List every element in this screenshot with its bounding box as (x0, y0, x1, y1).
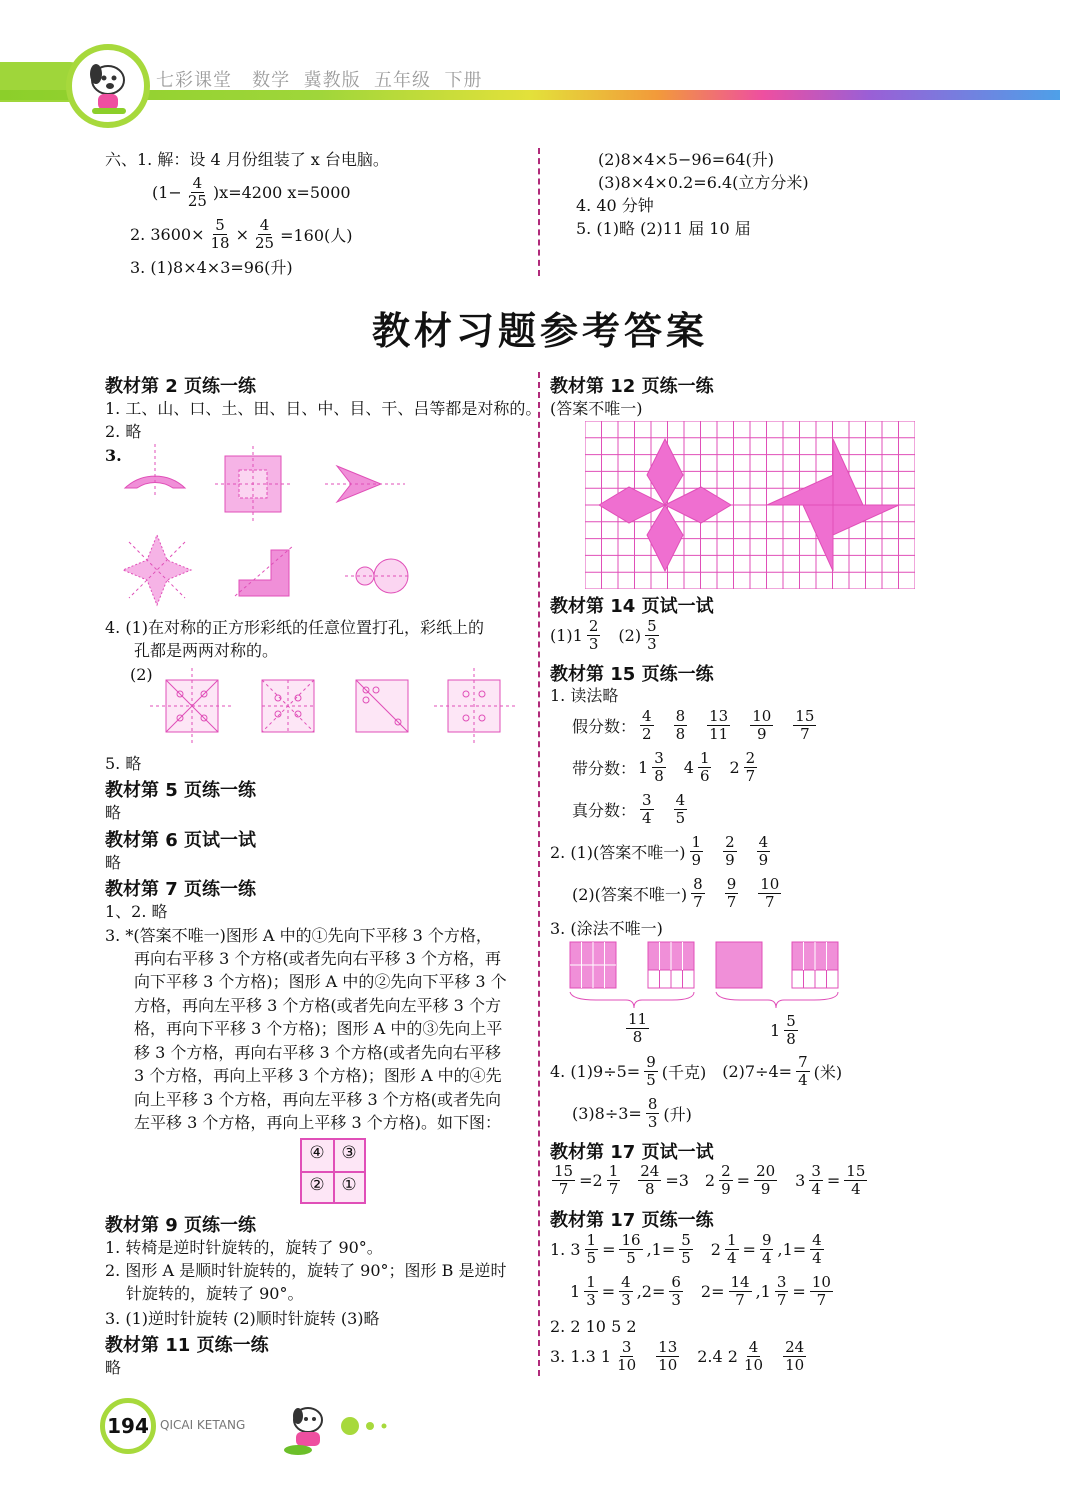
text: 3. (涂法不唯一) (550, 919, 663, 938)
answer-right-3: 4. 40 分钟 (576, 196, 654, 215)
text: 略 (105, 1358, 122, 1377)
answer-17-1-row2: 1 $\frac{1}{3}$ = $\frac{4}{3}$ ,2= $\frac{6}{3}$ 2= $\frac{14}{7}$ ,1 $\frac{3}{7}$ = $\frac{10}{7}$ (570, 1273, 831, 1309)
text: 3. (105, 446, 122, 465)
arch-figure (125, 444, 185, 496)
answer-right-2: (3)8×4×0.2=6.4(立方分米) (598, 173, 809, 192)
answer-17-try: $\frac{15}{7}$ =2 $\frac{1}{7}$ $\frac{24}{8}$ =3 2 $\frac{2}{9}$ = $\frac{20}{9}$ 3 $\frac{3}{4}$ = $\frac{15}{4}$ (554, 1162, 866, 1198)
text: (答案不唯一) (550, 399, 643, 418)
text: 5. 略 (105, 754, 142, 773)
dog-mascot-icon (72, 50, 144, 122)
answer-6-3: 3. (1)8×4×3=96(升) (130, 258, 293, 277)
section-page-17-practice: 教材第 17 页练一练 (550, 1210, 714, 1231)
circles-figure (345, 559, 411, 593)
text: 向下平移 3 个方格)；图形 A 中的②先向下平移 3 个 (134, 972, 507, 991)
section-page-15: 教材第 15 页练一练 (550, 664, 714, 685)
mascot-logo (66, 44, 150, 128)
answer-right-4: 5. (1)略 (2)11 届 10 届 (576, 219, 751, 238)
text: 3. (1)逆时针旋转 (2)顺时针旋转 (3)略 (105, 1309, 380, 1328)
answer-17-1-row1: 1. 3 $\frac{1}{5}$ = $\frac{16}{5}$ ,1= $\frac{5}{5}$ 2 $\frac{1}{4}$ = $\frac{9}{4}$ ,1= $\frac{4}{4}$ (550, 1231, 822, 1267)
text: 向上平移 3 个方格，再向左平移 3 个方格(或者先向 (134, 1090, 501, 1109)
answer-15-4-ab: 4. (1)9÷5= $\frac{9}{5}$ (千克) (2)7÷4= $\frac{7}{4}$ (米) (550, 1053, 843, 1089)
page-title: 教材习题参考答案 (371, 309, 708, 353)
column-divider-top (538, 148, 540, 276)
section-page-14: 教材第 14 页试一试 (550, 596, 714, 617)
symmetric-figures (115, 440, 415, 615)
text: 2. 图形 A 是顺时针旋转的，旋转了 90°；图形 B 是逆时 (105, 1261, 507, 1280)
text: 孔都是两两对称的。 (134, 641, 279, 660)
text: 4. (1)在对称的正方形彩纸的任意位置打孔，彩纸上的 (105, 618, 485, 637)
answer-14: (1)1 $\frac{2}{3}$ (2) $\frac{5}{3}$ (550, 617, 657, 653)
proper-fractions: 真分数： $\frac{3}{4}$ $\frac{4}{5}$ (572, 791, 686, 827)
page-number: 194 (100, 1398, 156, 1454)
section-page-2: 教材第 2 页练一练 (105, 376, 257, 397)
text: 再向右平移 3 个方格(或者先向右平移 3 个方格，再 (134, 949, 501, 968)
footer-brand: QICAI KETANG (160, 1418, 246, 1432)
nested-square-figure (215, 446, 291, 522)
text: 左平移 3 个方格，再向上平移 3 个方格)。如下图： (134, 1113, 501, 1132)
section-page-9: 教材第 9 页练一练 (105, 1215, 257, 1236)
text: 3 个方格，再向上平移 3 个方格)；图形 A 中的④先 (134, 1066, 502, 1085)
text: 略 (105, 853, 122, 872)
answer-15-3-a: $\frac{11}{8}$ (628, 1010, 648, 1046)
answer-6-1-equation: (1− $\frac{4}{25}$ )x=4200 x=5000 (152, 174, 351, 210)
answer-6-2: 2. 3600× $\frac{5}{18}$ × $\frac{4}{25}$ =160(人) (130, 216, 353, 252)
text: 3. *(答案不唯一)图形 A 中的①先向下平移 3 个方格， (105, 926, 492, 945)
section-page-11: 教材第 11 页练一练 (105, 1335, 269, 1356)
section-page-17-try: 教材第 17 页试一试 (550, 1142, 714, 1163)
answer-right-1: (2)8×4×5−96=64(升) (598, 150, 775, 169)
star-figure (123, 535, 191, 605)
pinwheel-shape (767, 439, 899, 571)
section-page-5: 教材第 5 页练一练 (105, 780, 257, 801)
text: 1. 读法略 (550, 686, 619, 705)
text: (2) (130, 665, 153, 684)
text: 略 (105, 803, 122, 822)
text: 1、2. 略 (105, 902, 168, 921)
shaded-rectangles-figure (566, 940, 846, 1012)
grid-drawing (585, 421, 915, 589)
l-shape-figure (235, 546, 293, 596)
answer-15-4-c: (3)8÷3= $\frac{8}{3}$ (升) (572, 1095, 692, 1131)
text: 1. 转椅是逆时针旋转的，旋转了 90°。 (105, 1238, 383, 1257)
footer-mascot-icon (278, 1400, 398, 1456)
answer-15-2-1: 2. (1)(答案不唯一) $\frac{1}{9}$ $\frac{2}{9}$ $\frac{4}{9}$ (550, 833, 769, 869)
text: 1. 工、山、口、土、田、日、中、目、干、吕等都是对称的。 (105, 399, 542, 418)
answer-17-3: 3. 1.3 1 $\frac{3}{10}$ $\frac{13}{10}$ 2.4 2 $\frac{4}{10}$ $\frac{24}{10}$ (550, 1338, 805, 1374)
fraction: $\frac{4}{25}$ (187, 174, 207, 210)
arrow-figure (325, 466, 405, 502)
answer-15-3-b: 1 $\frac{5}{8}$ (770, 1012, 796, 1048)
text: 针旋转的，旋转了 90°。 (126, 1284, 304, 1303)
text: 2. 2 10 5 2 (550, 1317, 637, 1336)
header-title: 七彩课堂 数学 冀教版 五年级 下册 (156, 70, 483, 91)
paper-hole-figures (150, 668, 530, 748)
four-diamond-shape (599, 439, 731, 571)
text: 方格，再向左平移 3 个方格(或者先向左平移 3 个方 (134, 996, 501, 1015)
answer-15-2-2: (2)(答案不唯一) $\frac{8}{7}$ $\frac{9}{7}$ $\frac{10}{7}$ (572, 875, 780, 911)
circle-grid-figure: ④ ③ ② ① (300, 1138, 366, 1204)
column-divider-main (538, 372, 540, 1376)
improper-fractions: 假分数： $\frac{4}{2}$ $\frac{8}{8}$ $\frac{13}{11}$ $\frac{10}{9}$ $\frac{15}{7}$ (572, 707, 815, 743)
text: 移 3 个方格，再向右平移 3 个方格(或者先向右平移 (134, 1043, 501, 1062)
section-page-12: 教材第 12 页练一练 (550, 376, 714, 397)
section-page-7: 教材第 7 页练一练 (105, 879, 257, 900)
answer-6-1: 六、1. 解：设 4 月份组装了 x 台电脑。 (105, 150, 389, 169)
text: 格，再向下平移 3 个方格)；图形 A 中的③先向上平 (134, 1019, 503, 1038)
section-page-6: 教材第 6 页试一试 (105, 830, 257, 851)
text: 2. 略 (105, 422, 142, 441)
mixed-numbers: 带分数： 1 $\frac{3}{8}$ 4 $\frac{1}{6}$ 2 $\frac{2}{7}$ (572, 749, 756, 785)
